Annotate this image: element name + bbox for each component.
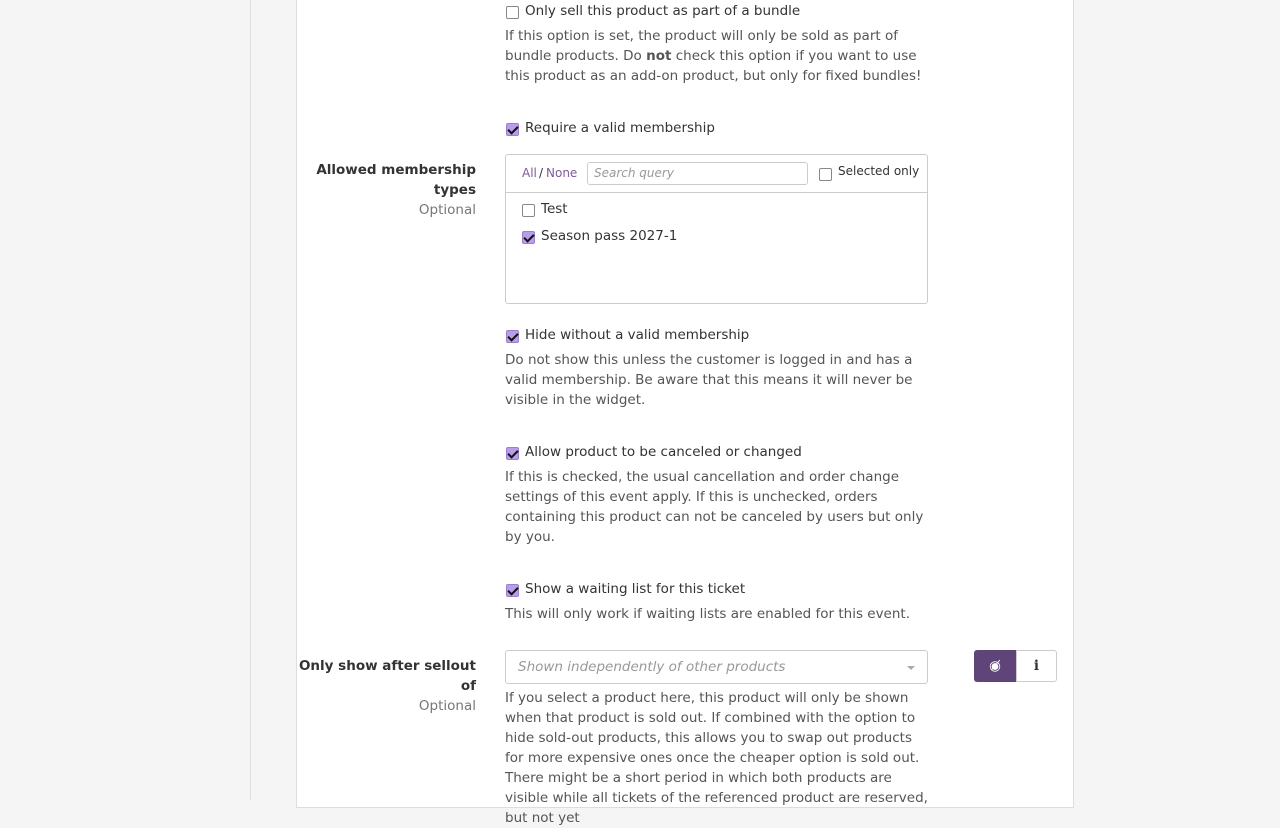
waiting-list-help: This will only work if waiting lists are enabled for this event. — [505, 606, 911, 622]
hide-without-checkbox[interactable] — [506, 330, 519, 343]
help-text: If this option is set, the product will only be sold as part of bundle products. Do — [505, 28, 898, 64]
info-button[interactable] — [1016, 650, 1057, 682]
membership-item-label: Test — [541, 201, 568, 217]
field-label: Allowed membership types — [316, 162, 476, 198]
membership-types-box — [505, 154, 928, 304]
separator: / — [539, 166, 544, 180]
hide-without-help: Do not show this unless the customer is logged in and has a valid membership. Be aware that this means it will never be visible in the widget. — [505, 352, 913, 408]
select-all-link[interactable]: All — [522, 166, 537, 180]
membership-item-checkbox[interactable] — [522, 231, 535, 244]
selected-only-checkbox[interactable] — [819, 168, 832, 181]
sellout-field-label — [296, 656, 476, 716]
waiting-list-checkbox[interactable] — [506, 584, 519, 597]
optional-label: Optional — [418, 202, 476, 218]
bundle-help — [505, 26, 930, 86]
sidebar — [0, 0, 251, 800]
visibility-toggle-button[interactable] — [974, 650, 1016, 682]
label-wrap — [296, 656, 476, 716]
membership-types-field-label — [296, 160, 476, 220]
box-header — [506, 155, 927, 193]
caret-down-icon — [907, 666, 915, 674]
allow-cancel-label: Allow product to be canceled or changed — [525, 444, 802, 460]
allow-cancel-checkbox[interactable] — [506, 447, 519, 460]
bundle-checkbox[interactable] — [506, 6, 519, 19]
select-none-link[interactable]: None — [546, 166, 578, 180]
select-placeholder: Shown independently of other products — [518, 659, 786, 675]
bundle-label: Only sell this product as part of a bundle — [525, 3, 801, 19]
field-label: Only show after sellout of — [298, 658, 476, 694]
help-bold: not — [646, 48, 672, 64]
membership-item-label: Season pass 2027-1 — [541, 228, 678, 244]
selected-only-label: Selected only — [838, 164, 920, 178]
allow-cancel-help: If this is checked, the usual cancellation and order change settings of this event apply. If this is unchecked, orders containing this product can not be canceled by users but only by you. — [505, 469, 924, 545]
require-membership-checkbox[interactable] — [506, 123, 519, 136]
help-text: check this option if you want to use this product as an add-on product, but only for fixed bundles! — [505, 48, 922, 84]
sellout-help: If you select a product here, this product will only be shown when that product is sold out. If combined with the option to hide sold-out products, this allows you to swap out products for more expensive ones once the cheaper option is sold out. There might be a short period in which both products are visible while all tickets of the referenced product are reserved, but not yet — [505, 690, 928, 826]
optional-label: Optional — [418, 698, 476, 714]
waiting-list-label: Show a waiting list for this ticket — [525, 581, 746, 597]
eye-slash-icon: ◉̸ — [989, 658, 1001, 674]
search-input[interactable]: Search query — [587, 162, 808, 185]
require-membership-label: Require a valid membership — [525, 120, 715, 136]
info-icon: i — [1033, 658, 1040, 674]
membership-item-checkbox[interactable] — [522, 204, 535, 217]
sellout-select[interactable] — [505, 650, 928, 684]
label-wrap — [296, 160, 476, 220]
hide-without-label: Hide without a valid membership — [525, 327, 750, 343]
